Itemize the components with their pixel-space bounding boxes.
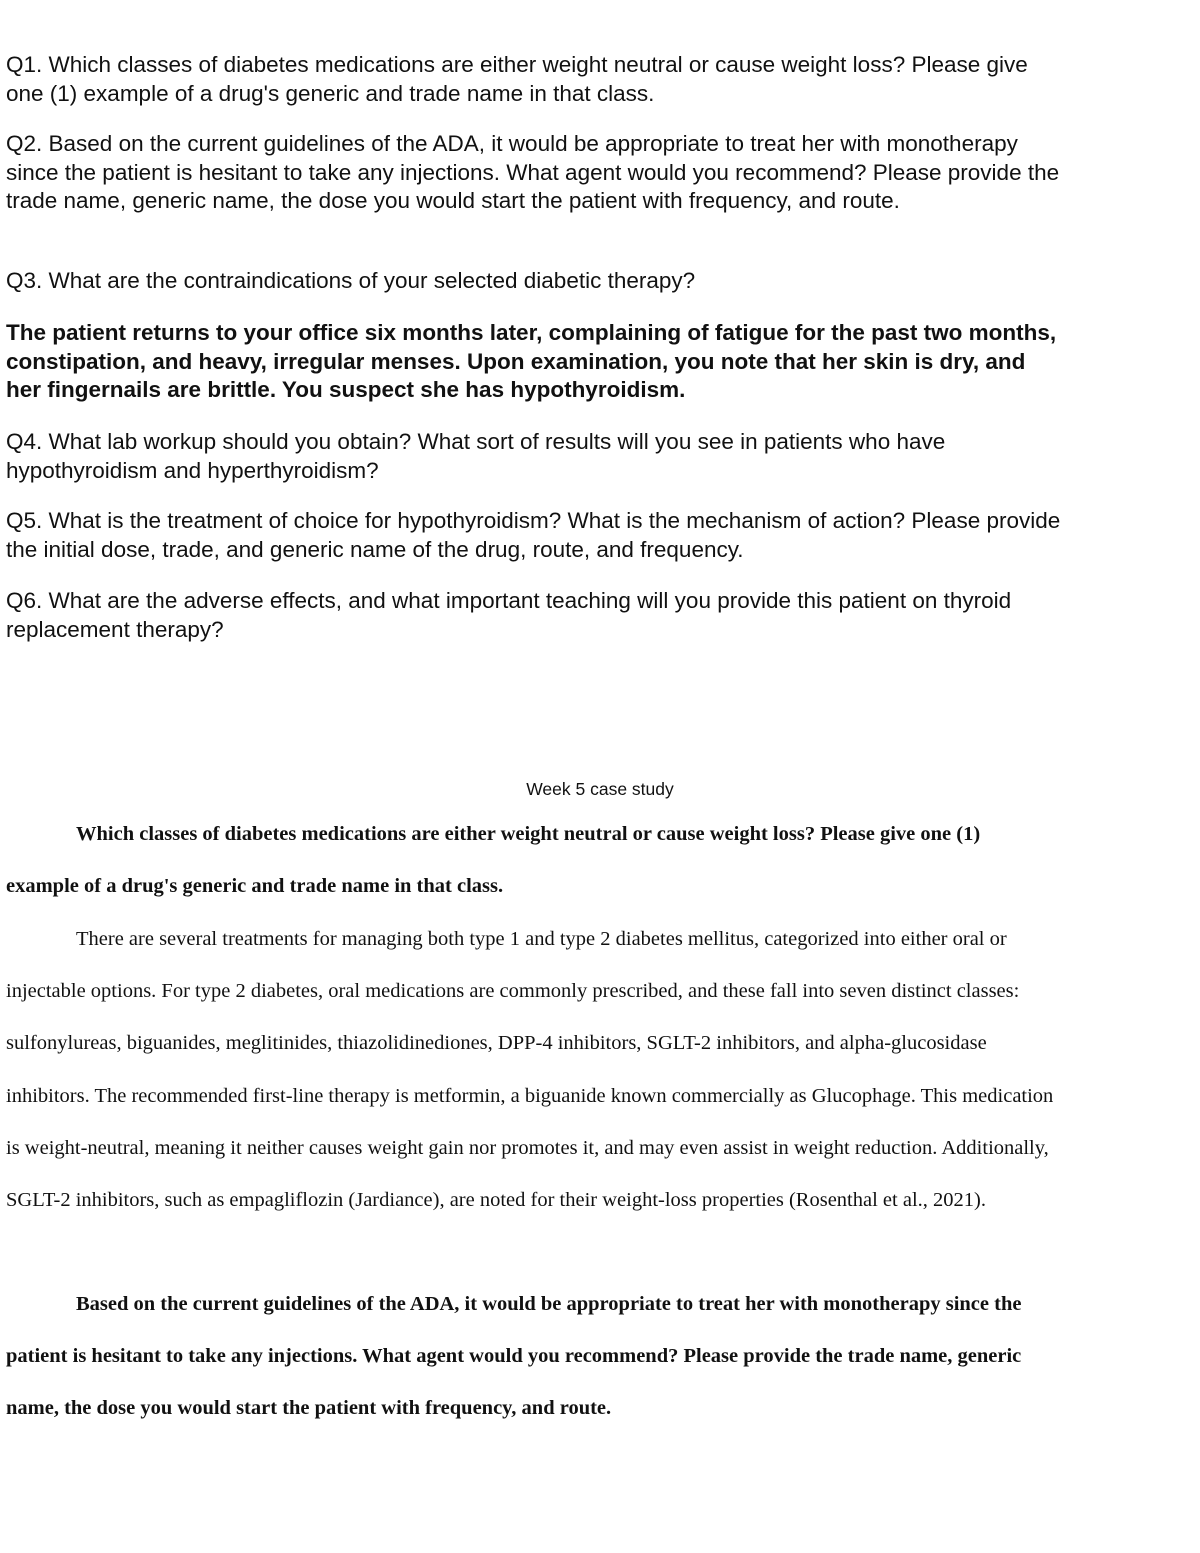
essay-heading-2: [6, 1278, 1056, 1435]
patient-scenario: The patient returns to your office six months later, complaining of fatigue for the past two months, constipation, and heavy, irregular menses. Upon examination, you note that her skin is dry, and her fingernails are brittle. You suspect she has hypothyroidism.: [6, 320, 1057, 402]
essay-paragraph-1: [6, 913, 1056, 1226]
essay-paragraph-1-text: There are several treatments for managing both type 1 and type 2 diabetes mellitus, categorized into either oral or injectable options. For type 2 diabetes, oral medications are commonly prescribed, and these fall into seven distinct classes: sulfonylureas, biguanides, meglitinides, thiazolidinediones, DPP-4 inhibitors, SGLT-2 inhibitors, and alpha-glucosidase inhibitors. The recommended first-line therapy is metformin, a biguanide known commercially as Glucophage. This medication is weight-neutral, meaning it neither causes weight gain nor promotes it, and may even assist in weight reduction. Additionally, SGLT-2 inhibitors, such as empagliflozin (Jardiance), are noted for their weight-loss properties (Rosenthal et al., 2021).: [6, 928, 1054, 1212]
essay-heading-1-text: Which classes of diabetes medications are either weight neutral or cause weight loss? Please give one (1) example of a drug's generic and trade name in that class.: [6, 823, 981, 898]
question-1: Q1. Which classes of diabetes medications are either weight neutral or cause weight loss? Please give one (1) example of a drug's generic and trade name in that class.: [6, 52, 1028, 106]
question-6: Q6. What are the adverse effects, and what important teaching will you provide this patient on thyroid replacement therapy?: [6, 588, 1012, 642]
document-title: Week 5 case study: [526, 779, 674, 799]
essay-heading-1: [6, 808, 1056, 912]
question-3: Q3. What are the contraindications of your selected diabetic therapy?: [6, 268, 696, 293]
question-2: Q2. Based on the current guidelines of the ADA, it would be appropriate to treat her with monotherapy since the patient is hesitant to take any injections. What agent would you recommend? Please provide the trade name, generic name, the dose you would start the patient with frequency, and route.: [6, 131, 1060, 213]
question-4: Q4. What lab workup should you obtain? What sort of results will you see in patients who have hypothyroidism and hyperthyroidism?: [6, 429, 946, 483]
question-5: Q5. What is the treatment of choice for hypothyroidism? What is the mechanism of action? Please provide the initial dose, trade, and generic name of the drug, route, and frequency.: [6, 508, 1061, 562]
essay-heading-2-text: Based on the current guidelines of the ADA, it would be appropriate to treat her with monotherapy since the patient is hesitant to take any injections. What agent would you recommend? Please provide the trade name, generic name, the dose you would start the patient with frequency, and route.: [6, 1293, 1022, 1420]
